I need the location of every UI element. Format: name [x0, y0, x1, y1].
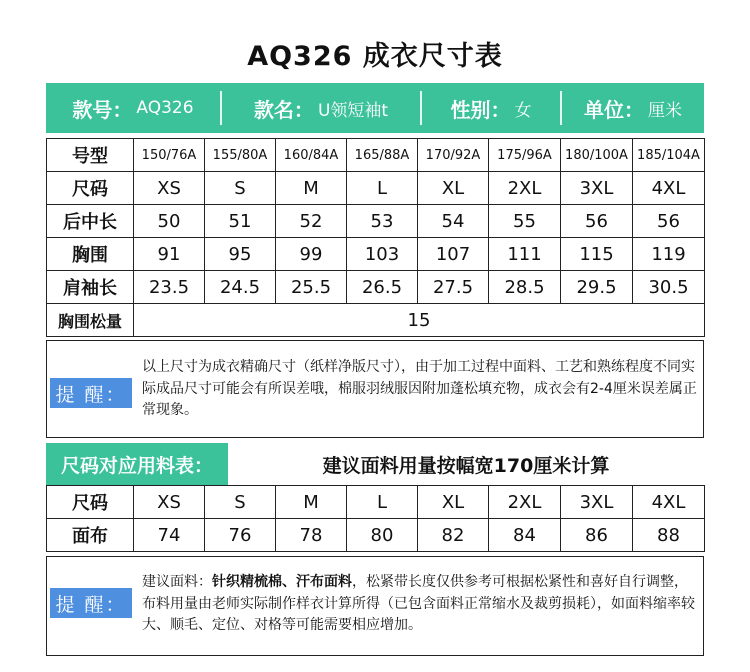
unit-value: 厘米 — [648, 100, 682, 121]
reminder-badge: 提 醒： — [50, 378, 132, 408]
table-cell: 4XL — [633, 172, 705, 205]
row-header: 胸围松量 — [47, 304, 134, 337]
fabric-section-label: 尺码对应用料表： — [46, 443, 228, 485]
table-cell: S — [205, 172, 276, 205]
table-cell: 119 — [633, 238, 705, 271]
advice-detail: ，松紧带长度仅供参考可根据松紧性和喜好自行调整，布料用量由老师实际制作样衣计算所得（已包含面料正常缩水及裁剪损耗），如面料缩率较大、顺毛、定位、对格等可能需要相应增加。 — [142, 574, 695, 633]
advice-fabric: 针织精梳棉、汗布面料 — [212, 574, 352, 590]
table-cell: 82 — [418, 519, 489, 552]
size-table — [46, 138, 705, 337]
table-row — [47, 486, 705, 519]
table-cell: 86 — [561, 519, 633, 552]
table-cell: 111 — [489, 238, 561, 271]
unit-cell — [562, 83, 704, 133]
table-cell: 25.5 — [276, 271, 347, 304]
table-row — [47, 304, 705, 337]
table-cell: 99 — [276, 238, 347, 271]
table-cell: 51 — [205, 205, 276, 238]
table-cell: 91 — [134, 238, 205, 271]
table-cell: 95 — [205, 238, 276, 271]
table-cell: 155/80A — [205, 139, 276, 172]
table-cell: 24.5 — [205, 271, 276, 304]
gender-cell — [422, 83, 560, 133]
page-title: AQ326 成衣尺寸表 — [247, 41, 503, 72]
row-header: 肩袖长 — [47, 271, 134, 304]
table-cell: 56 — [561, 205, 633, 238]
table-cell: 88 — [633, 519, 705, 552]
fabric-advice-text — [142, 572, 698, 637]
table-cell: 56 — [633, 205, 705, 238]
table-cell: 55 — [489, 205, 561, 238]
table-cell: M — [276, 172, 347, 205]
item-number-cell — [46, 83, 220, 133]
table-cell: 107 — [418, 238, 489, 271]
table-cell: 170/92A — [418, 139, 489, 172]
item-number-value: AQ326 — [136, 98, 194, 118]
item-number-label: 款号： — [72, 97, 133, 122]
table-cell: 50 — [134, 205, 205, 238]
table-row — [47, 519, 705, 552]
reminder-text: 以上尺寸为成衣精确尺寸（纸样净版尺寸），由于加工过程中面料、工艺和熟练程度不同实际成品尺寸可能会有所误差哦，棉服羽绒服因附加蓬松填充物，成衣会有2-4厘米误差属正常现象。 — [142, 359, 697, 418]
table-cell: 74 — [134, 519, 205, 552]
row-header: 尺码 — [47, 486, 134, 519]
table-cell: 3XL — [561, 486, 633, 519]
table-cell: XS — [134, 172, 205, 205]
unit-label: 单位： — [584, 97, 644, 122]
table-cell: L — [347, 486, 418, 519]
table-cell: 2XL — [489, 486, 561, 519]
fabric-table — [46, 485, 705, 552]
table-cell: 54 — [418, 205, 489, 238]
table-cell: 52 — [276, 205, 347, 238]
table-row — [47, 238, 705, 271]
table-cell: 160/84A — [276, 139, 347, 172]
row-header: 胸围 — [47, 238, 134, 271]
advice-prefix: 建议面料： — [142, 574, 212, 590]
table-cell: 27.5 — [418, 271, 489, 304]
table-cell: 30.5 — [633, 271, 705, 304]
fabric-section-note: 建议面料用量按幅宽170厘米计算 — [322, 454, 610, 477]
table-cell: 29.5 — [561, 271, 633, 304]
style-name-cell — [222, 83, 420, 133]
gender-label: 性别： — [450, 97, 511, 122]
style-name-label: 款名： — [253, 97, 314, 122]
row-header: 号型 — [47, 139, 134, 172]
table-cell: 150/76A — [134, 139, 205, 172]
table-cell: 78 — [276, 519, 347, 552]
table-row — [47, 271, 705, 304]
table-cell: 26.5 — [347, 271, 418, 304]
table-cell: 15 — [134, 304, 705, 337]
table-cell: 185/104A — [633, 139, 705, 172]
table-cell: 84 — [489, 519, 561, 552]
table-cell: 165/88A — [347, 139, 418, 172]
table-cell: 175/96A — [489, 139, 561, 172]
table-cell: 115 — [561, 238, 633, 271]
row-header: 面布 — [47, 519, 134, 552]
table-cell: 3XL — [561, 172, 633, 205]
table-cell: XL — [418, 172, 489, 205]
table-cell: S — [205, 486, 276, 519]
table-cell: 103 — [347, 238, 418, 271]
table-row — [47, 139, 705, 172]
table-cell: 180/100A — [561, 139, 633, 172]
fabric-section-header — [46, 443, 704, 485]
row-header: 后中长 — [47, 205, 134, 238]
table-cell: 2XL — [489, 172, 561, 205]
table-row — [47, 205, 705, 238]
table-cell: 28.5 — [489, 271, 561, 304]
table-cell: 53 — [347, 205, 418, 238]
row-header: 尺码 — [47, 172, 134, 205]
spec-banner — [46, 83, 704, 133]
table-cell: 76 — [205, 519, 276, 552]
table-cell: XS — [134, 486, 205, 519]
reminder-badge: 提 醒： — [50, 588, 132, 618]
table-cell: XL — [418, 486, 489, 519]
table-row — [47, 172, 705, 205]
style-name-value: U领短袖t — [317, 100, 389, 121]
table-cell: 4XL — [633, 486, 705, 519]
table-cell: 80 — [347, 519, 418, 552]
table-cell: M — [276, 486, 347, 519]
table-cell: 23.5 — [134, 271, 205, 304]
gender-value: 女 — [514, 100, 532, 121]
table-cell: L — [347, 172, 418, 205]
